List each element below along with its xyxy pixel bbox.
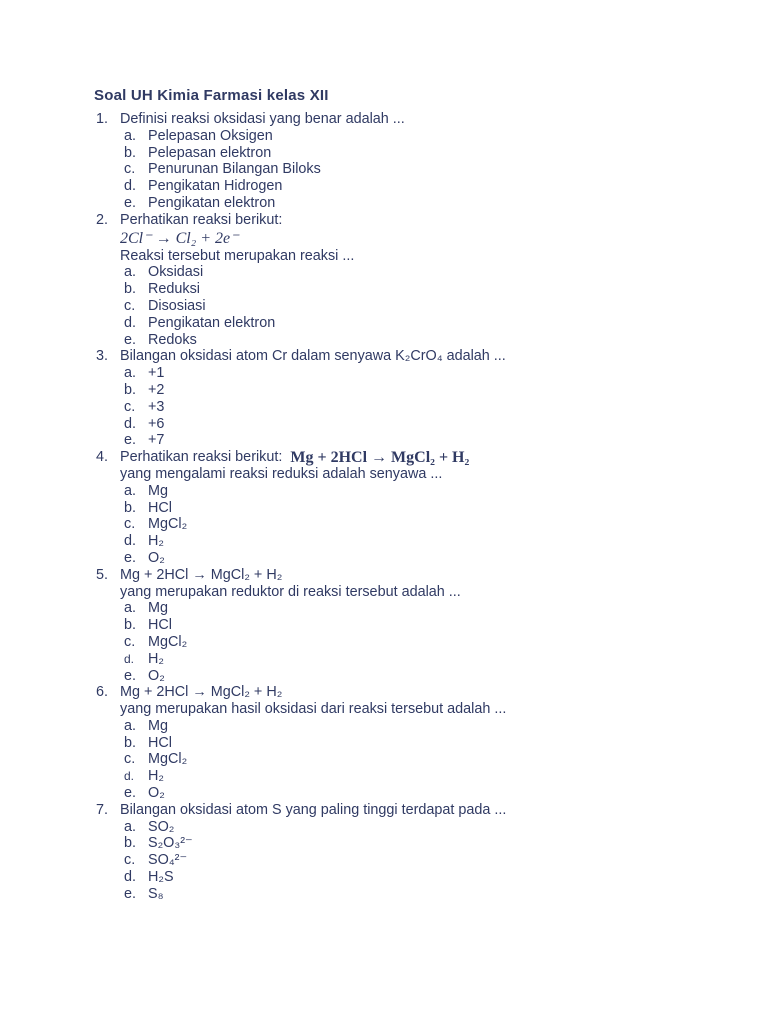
option-letter: e. xyxy=(124,549,137,566)
option-letter: d. xyxy=(124,533,137,550)
option-text: O₂ xyxy=(148,549,165,566)
question-number: 4. xyxy=(96,449,109,466)
option-letter: d. xyxy=(124,651,135,666)
option-letter: a. xyxy=(124,127,137,144)
option-item xyxy=(96,634,736,651)
option-text: +2 xyxy=(148,381,165,398)
option-item xyxy=(96,298,736,315)
option-text: +6 xyxy=(148,415,165,432)
question-4 xyxy=(96,449,736,567)
option-item xyxy=(96,835,736,852)
option-letter: e. xyxy=(124,194,137,211)
option-item xyxy=(96,768,736,785)
option-item xyxy=(96,281,736,298)
question-number: 3. xyxy=(96,348,109,365)
option-text: HCl xyxy=(148,617,172,634)
option-letter: e. xyxy=(124,667,137,684)
option-letter: c. xyxy=(124,633,136,650)
option-letter: d. xyxy=(124,415,137,432)
question-7 xyxy=(96,802,736,903)
option-text: O₂ xyxy=(148,667,165,684)
option-text: MgCl₂ xyxy=(148,633,188,650)
option-text: Mg xyxy=(148,482,168,499)
option-item xyxy=(96,735,736,752)
option-item xyxy=(96,600,736,617)
option-text: Pengikatan elektron xyxy=(148,314,276,331)
option-item xyxy=(96,500,736,517)
option-text: Oksidasi xyxy=(148,264,204,281)
question-list xyxy=(96,111,736,903)
option-letter: b. xyxy=(124,381,137,398)
option-letter: b. xyxy=(124,734,137,751)
option-text: H₂ xyxy=(148,768,164,785)
question-number: 7. xyxy=(96,801,109,818)
question-text: Mg + 2HCl → MgCl₂ + H₂ xyxy=(120,684,283,701)
option-item xyxy=(96,751,736,768)
option-letter: e. xyxy=(124,885,137,902)
option-text: SO₂ xyxy=(148,818,175,835)
option-letter: b. xyxy=(124,835,137,852)
option-item xyxy=(96,869,736,886)
option-text: Pelepasan Oksigen xyxy=(148,127,273,144)
option-letter: a. xyxy=(124,365,137,382)
option-text: Pengikatan elektron xyxy=(148,194,276,211)
question-5 xyxy=(96,567,736,685)
option-text: Pelepasan elektron xyxy=(148,144,272,161)
option-item xyxy=(96,432,736,449)
option-letter: d. xyxy=(124,869,137,886)
reaction-equation: 2Cl⁻ → Cl₂ + 2e⁻ xyxy=(120,229,239,247)
option-letter: d. xyxy=(124,314,137,331)
option-item xyxy=(96,516,736,533)
option-item xyxy=(96,668,736,685)
option-letter: a. xyxy=(124,600,137,617)
question-number: 5. xyxy=(96,566,109,583)
option-item xyxy=(96,128,736,145)
question-2 xyxy=(96,212,736,349)
question-subtext: yang merupakan hasil oksidasi dari reaksi tersebut adalah ... xyxy=(120,701,507,718)
option-item xyxy=(96,819,736,836)
option-item xyxy=(96,332,736,349)
option-text: HCl xyxy=(148,499,172,516)
option-letter: b. xyxy=(124,281,137,298)
question-text: Perhatikan reaksi berikut: xyxy=(120,449,283,466)
option-letter: a. xyxy=(124,717,137,734)
option-text: SO₄²⁻ xyxy=(148,852,188,869)
option-letter: b. xyxy=(124,144,137,161)
option-text: Reduksi xyxy=(148,281,200,298)
question-subtext: yang merupakan reduktor di reaksi tersebut adalah ... xyxy=(120,583,461,600)
option-text: O₂ xyxy=(148,785,165,802)
option-text: +1 xyxy=(148,365,165,382)
question-text: Bilangan oksidasi atom Cr dalam senyawa K₂CrO₄ adalah ... xyxy=(120,348,506,365)
option-item xyxy=(96,718,736,735)
question-number: 1. xyxy=(96,111,109,127)
option-letter: c. xyxy=(124,161,136,178)
option-letter: d. xyxy=(124,769,135,784)
option-item xyxy=(96,264,736,281)
option-text: Mg xyxy=(148,717,168,734)
option-item xyxy=(96,178,736,195)
option-item xyxy=(96,651,736,668)
option-letter: c. xyxy=(124,751,136,768)
option-text: Redoks xyxy=(148,331,197,348)
option-item xyxy=(96,617,736,634)
option-text: H₂ xyxy=(148,533,164,550)
option-text: MgCl₂ xyxy=(148,751,188,768)
question-text: Mg + 2HCl → MgCl₂ + H₂ xyxy=(120,566,283,583)
option-text: +3 xyxy=(148,398,165,415)
option-text: Mg xyxy=(148,600,168,617)
option-letter: d. xyxy=(124,178,137,195)
option-letter: c. xyxy=(124,852,136,869)
option-letter: a. xyxy=(124,818,137,835)
option-letter: c. xyxy=(124,297,136,314)
question-number: 6. xyxy=(96,684,109,701)
option-text: H₂S xyxy=(148,869,174,886)
question-number: 2. xyxy=(96,211,109,228)
option-letter: e. xyxy=(124,331,137,348)
option-text: HCl xyxy=(148,734,172,751)
page-title: Soal UH Kimia Farmasi kelas XII xyxy=(94,87,329,104)
question-text: Perhatikan reaksi berikut: xyxy=(120,211,283,228)
option-item xyxy=(96,533,736,550)
option-letter: b. xyxy=(124,499,137,516)
option-item xyxy=(96,886,736,903)
option-item xyxy=(96,416,736,433)
option-text: Penurunan Bilangan Biloks xyxy=(148,161,321,178)
option-item xyxy=(96,483,736,500)
option-letter: c. xyxy=(124,516,136,533)
question-subtext: Reaksi tersebut merupakan reaksi ... xyxy=(120,247,355,264)
question-subtext: yang mengalami reaksi reduksi adalah senyawa ... xyxy=(120,465,443,482)
option-letter: e. xyxy=(124,432,137,449)
option-item xyxy=(96,550,736,567)
option-item xyxy=(96,382,736,399)
option-letter: c. xyxy=(124,398,136,415)
question-6 xyxy=(96,684,736,802)
option-item xyxy=(96,195,736,212)
option-item xyxy=(96,399,736,416)
option-text: H₂ xyxy=(148,650,164,667)
option-item xyxy=(96,145,736,162)
option-text: MgCl₂ xyxy=(148,516,188,533)
option-text: Disosiasi xyxy=(148,297,206,314)
option-letter: a. xyxy=(124,482,137,499)
option-item xyxy=(96,365,736,382)
question-3 xyxy=(96,348,736,449)
option-letter: a. xyxy=(124,264,137,281)
option-text: +7 xyxy=(148,432,165,449)
option-text: S₈ xyxy=(148,885,164,902)
option-item xyxy=(96,315,736,332)
option-item xyxy=(96,161,736,178)
question-text: Definisi reaksi oksidasi yang benar adalah ... xyxy=(120,111,405,127)
option-text: S₂O₃²⁻ xyxy=(148,835,193,852)
reaction-equation: Mg + 2HCl → MgCl₂ + H₂ xyxy=(290,449,470,467)
question-1 xyxy=(96,111,736,212)
option-item xyxy=(96,852,736,869)
option-item xyxy=(96,785,736,802)
question-text: Bilangan oksidasi atom S yang paling tinggi terdapat pada ... xyxy=(120,801,507,818)
option-letter: e. xyxy=(124,785,137,802)
option-letter: b. xyxy=(124,617,137,634)
option-text: Pengikatan Hidrogen xyxy=(148,178,283,195)
